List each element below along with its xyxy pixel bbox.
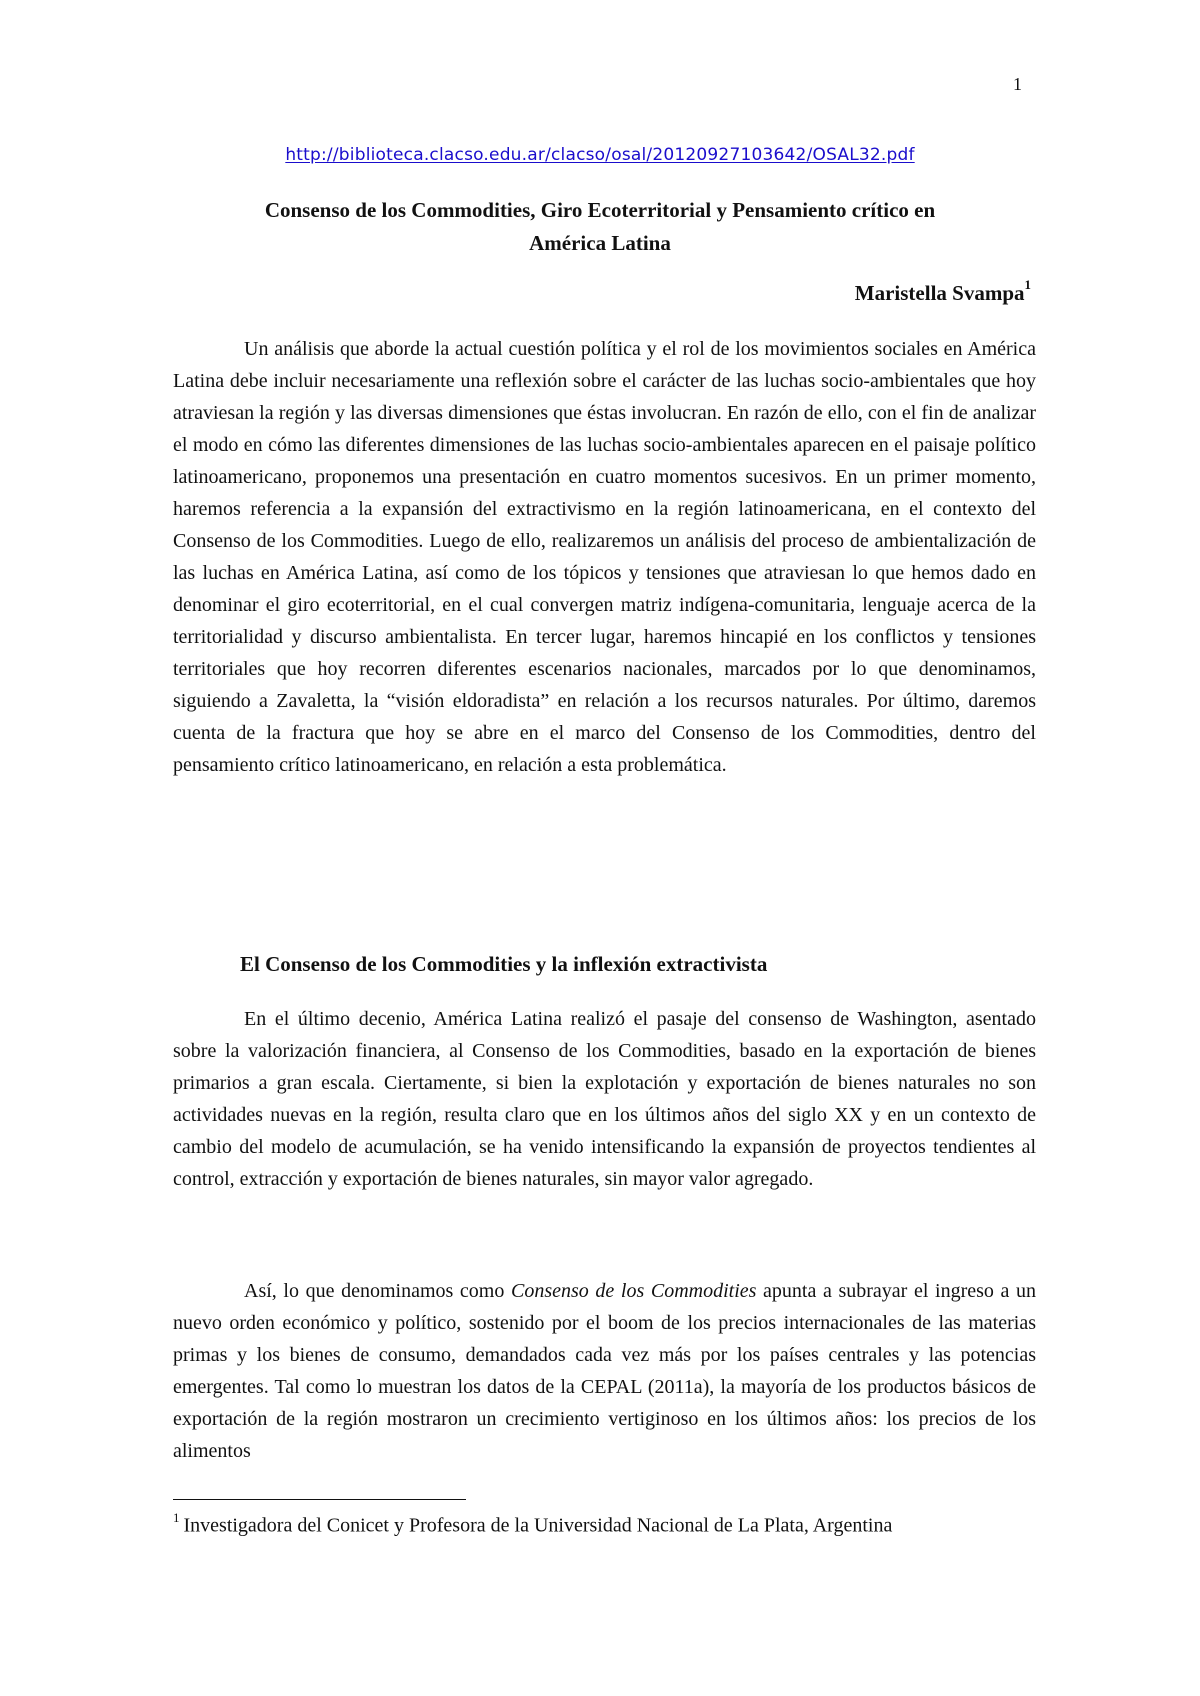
author-footnote-marker[interactable]: 1 (1024, 277, 1031, 292)
footnote-marker: 1 (173, 1510, 180, 1525)
intro-paragraph: Un análisis que aborde la actual cuestión política y el rol de los movimientos sociales en América Latina debe incluir necesariamente una reflexión sobre el carácter de las luchas socio-ambientales que hoy atraviesan la región y las diversas dimensiones que éstas involucran. En razón de ello, con el fin de analizar el modo en cómo las diferentes dimensiones de las luchas socio-ambientales aparecen en el paisaje político latinoamericano, proponemos una presentación en cuatro momentos sucesivos. En un primer momento, haremos referencia a la expansión del extractivismo en la región latinoamericana, en el contexto del Consenso de los Commodities. Luego de ello, realizaremos un análisis del proceso de ambientalización de las luchas en América Latina, así como de los tópicos y tensiones que atraviesan lo que hemos dado en denominar el giro ecoterritorial, en el cual convergen matriz indígena-comunitaria, lenguaje acerca de la territorialidad y discurso ambientalista. En tercer lugar, haremos hincapié en los conflictos y tensiones territoriales que hoy recorren diferentes escenarios nacionales, marcados por lo que denominamos, siguiendo a Zavaletta, la “visión eldoradista” en relación a los recursos naturales. Por último, daremos cuenta de la fractura que hoy se abre en el marco del Consenso de los Commodities, dentro del pensamiento crítico latinoamericano, en relación a esta problemática. (173, 338, 1036, 776)
section-heading: El Consenso de los Commodities y la inflexión extractivista (240, 952, 768, 976)
consenso-commodities-emphasis: Consenso de los Commodities (510, 1280, 757, 1302)
document-title (205, 194, 995, 260)
source-url-link[interactable]: http://biblioteca.clacso.edu.ar/clacso/osal/20120927103642/OSAL32.pdf (285, 145, 915, 165)
author-byline (854, 277, 1031, 306)
section-paragraph-2 (173, 1275, 1036, 1467)
page-number: 1 (1013, 74, 1022, 94)
footnote-1 (173, 1504, 1036, 1542)
paragraph-2-lead-text: Así, lo que denominamos como (244, 1280, 511, 1302)
author-name: Maristella Svampa (854, 281, 1025, 305)
title-line-1: Consenso de los Commodities, Giro Ecoterritorial y Pensamiento crítico en (264, 198, 936, 222)
footnote-text: Investigadora del Conicet y Profesora de la Universidad Nacional de La Plata, Argentina (183, 1514, 893, 1537)
title-line-2: América Latina (529, 231, 671, 255)
paragraph-2-body-text: apunta a subrayar el ingreso a un nuevo orden económico y político, sostenido por el boom de los precios internacionales de las materias primas y los bienes de consumo, demandados cada vez más por los países centrales y las potencias emergentes. Tal como lo muestran los datos de la CEPAL (2011a), la mayoría de los productos básicos de exportación de la región mostraron un crecimiento vertiginoso en los últimos años: los precios de los alimentos (173, 1280, 1037, 1462)
section-paragraph-1: En el último decenio, América Latina realizó el pasaje del consenso de Washington, asentado sobre la valorización financiera, al Consenso de los Commodities, basado en la exportación de bienes primarios a gran escala. Ciertamente, si bien la explotación y exportación de bienes naturales no son actividades nuevas en la región, resulta claro que en los últimos años del siglo XX y en un contexto de cambio del modelo de acumulación, se ha venido intensificando la expansión de proyectos tendientes al control, extracción y exportación de bienes naturales, sin mayor valor agregado. (173, 1008, 1036, 1190)
footnote-separator (173, 1499, 466, 1500)
